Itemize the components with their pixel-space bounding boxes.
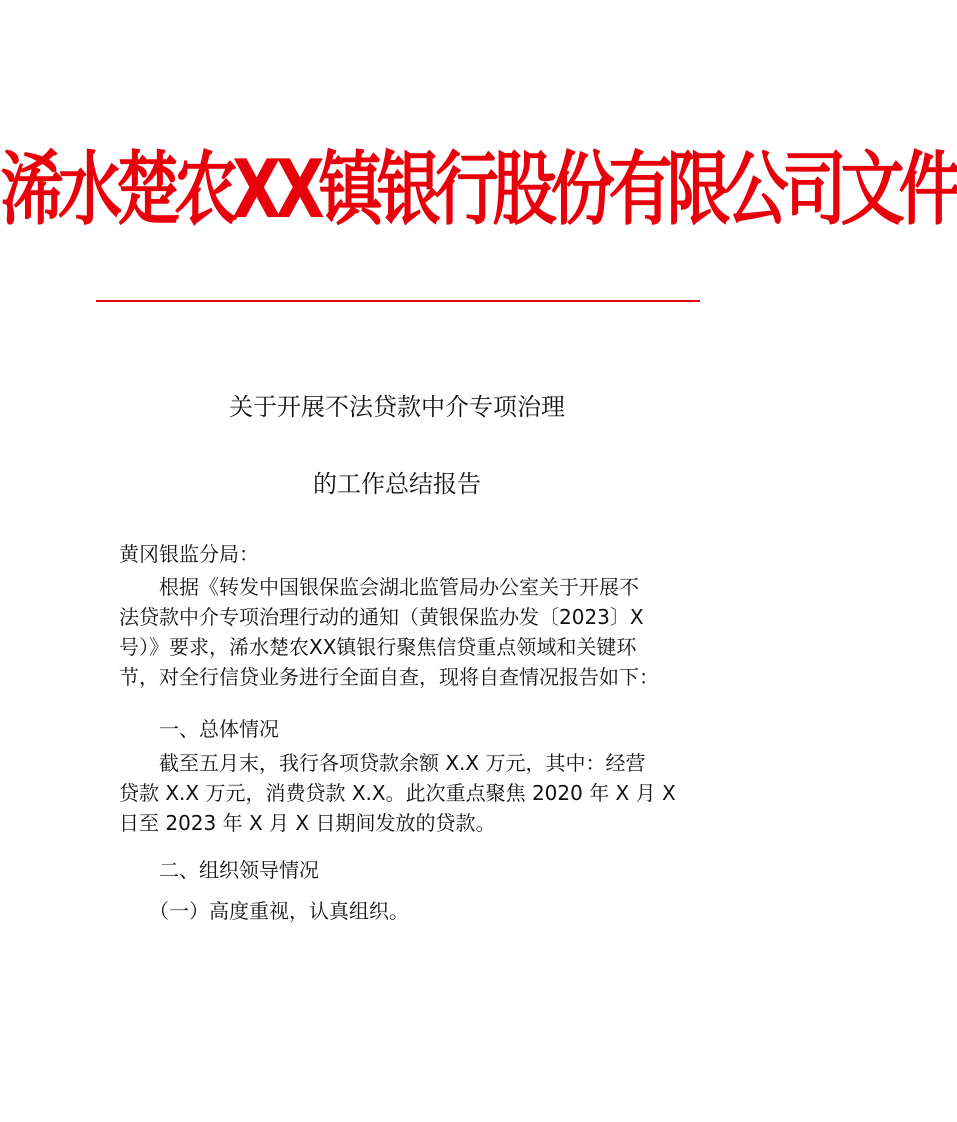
section-1-line: 截至五月末，我行各项贷款余额 X.X 万元，其中：经营 xyxy=(119,751,646,775)
recipient: 黄冈银监分局： xyxy=(119,542,259,566)
intro-line: 法贷款中介专项治理行动的通知（黄银保监办发〔2023〕X xyxy=(119,605,644,629)
intro-line: 根据《转发中国银保监会湖北监管局办公室关于开展不 xyxy=(119,575,639,599)
header-divider xyxy=(96,300,700,302)
intro-line: 号）》要求，浠水楚农XX镇银行聚焦信贷重点领域和关键环 xyxy=(119,635,637,659)
intro-paragraph xyxy=(119,572,679,692)
section-1-heading: 一、总体情况 xyxy=(119,717,279,741)
section-1-line: 贷款 X.X 万元，消费贷款 X.X。此次重点聚焦 2020 年 X 月 X xyxy=(119,781,676,805)
section-2-subheading: （一）高度重视，认真组织。 xyxy=(119,899,409,923)
document-title-line-1: 关于开展不法贷款中介专项治理 xyxy=(229,393,565,421)
section-1-paragraph xyxy=(119,748,679,838)
section-1-line: 日至 2023 年 X 月 X 日期间发放的贷款。 xyxy=(119,811,496,835)
intro-line: 节，对全行信贷业务进行全面自查，现将自查情况报告如下： xyxy=(119,665,659,689)
document-title-line-2: 的工作总结报告 xyxy=(313,470,481,498)
section-2-heading: 二、组织领导情况 xyxy=(119,858,319,882)
document-header-title: 浠水楚农XX镇银行股份有限公司文件 xyxy=(0,144,957,237)
